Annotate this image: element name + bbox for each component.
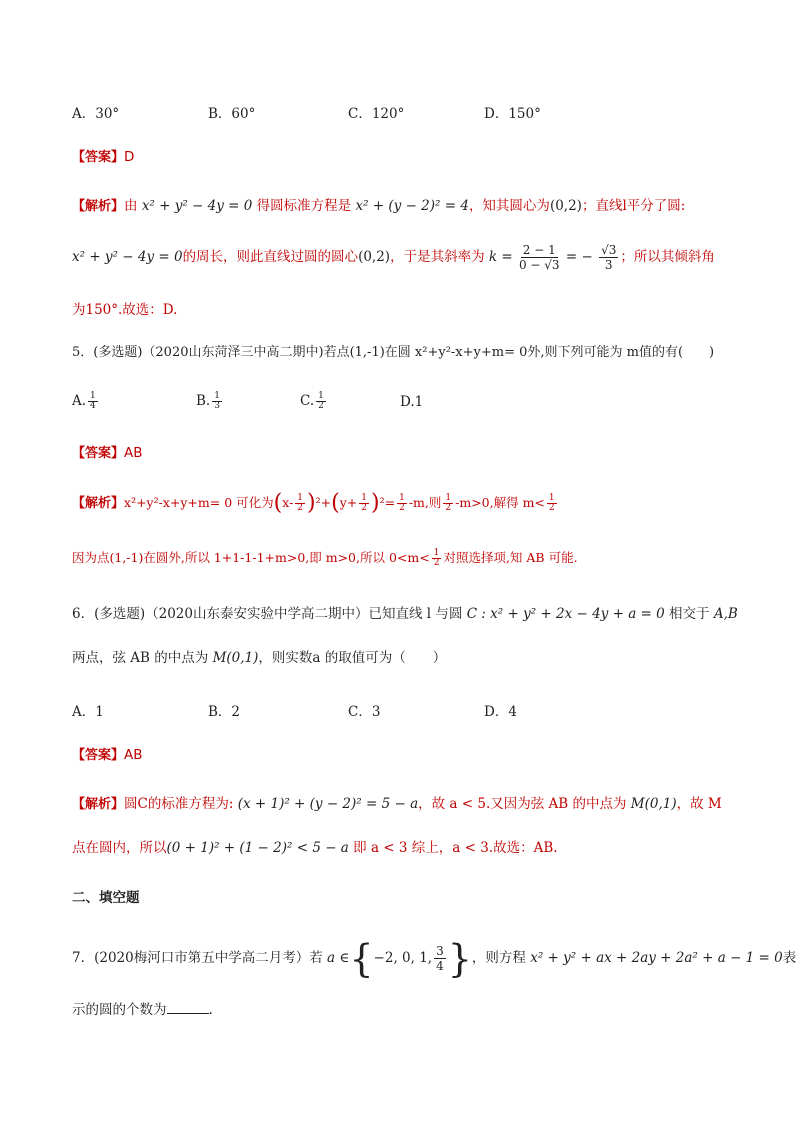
q4-option-b: B．60° [208,106,256,122]
q6-stem-line-1: 6．(多选题)（2020山东泰安实验中学高二期中）已知直线 l 与圆 C : x² + y² + 2x − 4y + a = 0 相交于 A,B [72,606,738,622]
answer-label: 【答案】 [72,150,125,165]
q5-answer: 【答案】AB [72,445,143,461]
q7-stem-line-2: 示的圆的个数为 . [72,1002,213,1018]
q4-analysis-line-1: 【解析】由 x² + y² − 4y = 0 得圆标准方程是 x² + (y − 2)² = 4，知其圆心为(0,2)；直线l平分了圆: [72,198,686,214]
q6-analysis-line-1: 【解析】圆C的标准方程为: (x + 1)² + (y − 2)² = 5 − a，故 a < 5.又因为弦 AB 的中点为 M(0,1)，故 M [72,796,722,812]
section-heading: 二、填空题 [72,890,140,906]
analysis-label: 【解析】 [72,199,125,214]
q6-option-b: B．2 [208,704,241,720]
slope-value-fraction: $\frac{√3}{3}$ [601,243,617,272]
q4-option-d: D．150° [484,106,541,122]
q4-option-c: C．120° [348,106,405,122]
q5-option-b: B. $\frac{1}{3}$ [196,391,220,411]
q4-analysis-line-2: x² + y² − 4y = 0的周长，则此直线过圆的圆心(0,2)，于是其斜率为 k = $\frac{2 - 1}{0 - √3}$ = − $\frac{√3}{3}$ ；所以其倾斜角 [72,243,715,272]
q4-option-a: A．30° [72,106,120,122]
q7-stem-line-1: 7．(2020梅河口市第五中学高二月考）若 a ∈{−2, 0, 1, $\frac{3}{4}$ }，则方程 x² + y² + ax + 2ay + 2a² + a − 1 = 0表 [72,936,796,981]
q6-option-a: A．1 [72,704,104,720]
q5-option-a: A. $\frac{1}{4}$ [72,391,96,411]
answer-blank[interactable] [167,1001,209,1014]
q5-analysis-line-2: 因为点(1,-1)在圆外,所以 1+1-1-1+m>0,即 m>0,所以 0<m< $\frac{1}{2}$ 对照选择项,知 AB 可能. [72,548,578,568]
q5-stem: 5．(多选题)（2020山东菏泽三中高二期中)若点(1,-1)在圆 x²+y²-x+y+m= 0外,则下列可能为 m值的有( ) [72,345,715,360]
q4-analysis-line-3: 为150°.故选：D. [72,302,178,318]
slope-fraction: $\frac{2 - 1}{0 - √3}$ [518,243,560,272]
q6-analysis-line-2: 点在圆内，所以(0 + 1)² + (1 − 2)² < 5 − a 即 a < 3 综上，a < 3.故选：AB. [72,840,558,856]
q5-option-d: D.1 [400,394,424,410]
q5-analysis-line-1: 【解析】x²+y²-x+y+m= 0 可化为(x- $\frac{1}{2}$ )²+(y+ $\frac{1}{2}$ )²= $\frac{1}{2}$ -m,则 $\frac{1}{2}$ -m>0,解得 m< $\frac{1}{2}$ [72,490,555,516]
q6-option-c: C．3 [348,704,381,720]
q6-answer: 【答案】AB [72,747,143,763]
q6-option-d: D．4 [484,704,517,720]
q6-stem-line-2: 两点，弦 AB 的中点为 M(0,1)，则实数a 的取值可为（ ） [72,650,447,666]
q4-answer: 【答案】D [72,149,135,165]
q5-option-c: C. $\frac{1}{2}$ [300,391,324,411]
